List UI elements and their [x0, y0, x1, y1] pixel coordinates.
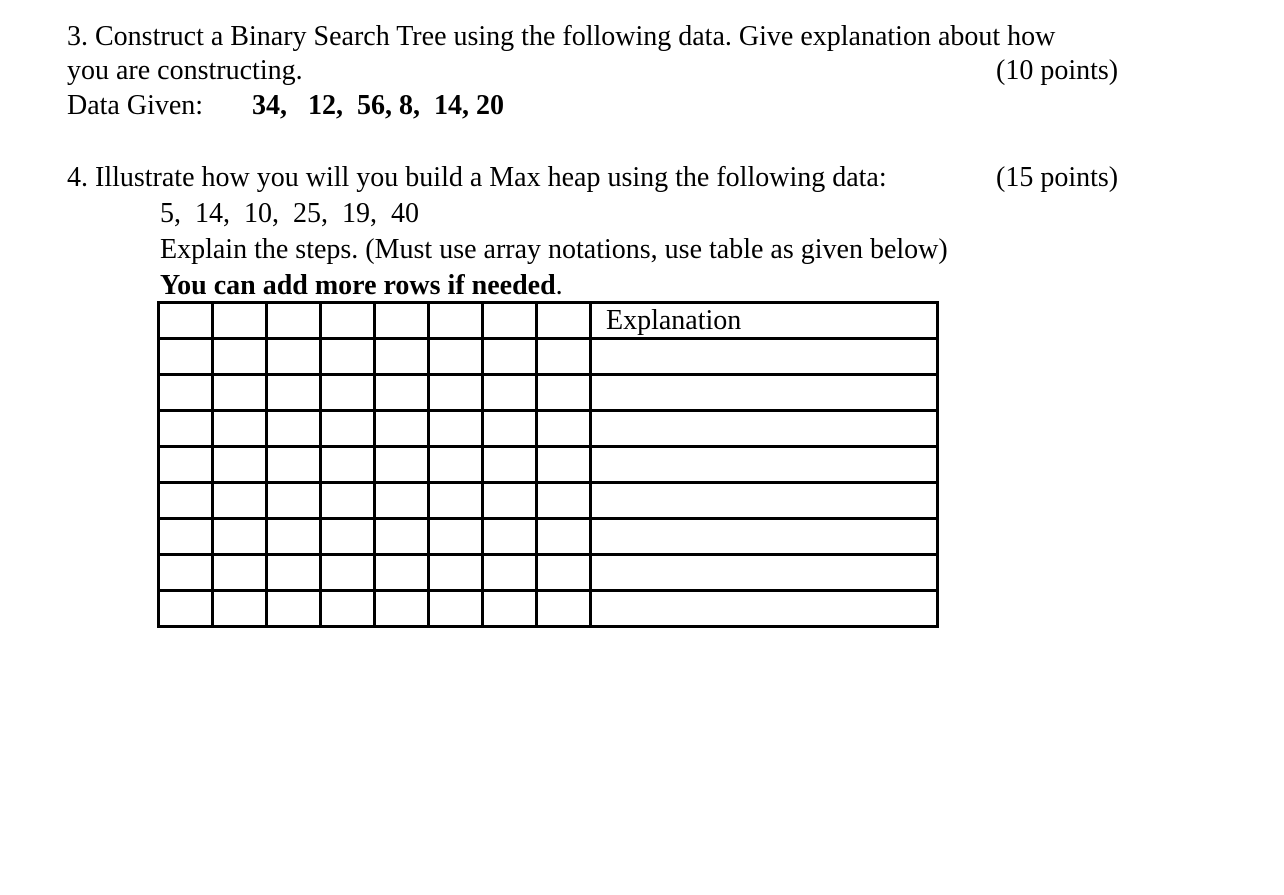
- q4-data-values: 5, 14, 10, 25, 19, 40: [160, 198, 419, 229]
- array-cell[interactable]: [429, 555, 483, 591]
- array-cell[interactable]: [375, 555, 429, 591]
- array-cell[interactable]: [483, 483, 537, 519]
- q3-points: (10 points): [996, 55, 1119, 86]
- q4-points: (15 points): [996, 162, 1119, 193]
- array-cell[interactable]: [267, 555, 321, 591]
- explanation-cell[interactable]: [591, 591, 938, 627]
- array-cell[interactable]: [537, 591, 591, 627]
- table-row: [159, 339, 938, 375]
- array-cell[interactable]: [213, 447, 267, 483]
- array-cell[interactable]: [429, 375, 483, 411]
- array-cell[interactable]: [267, 339, 321, 375]
- explanation-cell[interactable]: [591, 411, 938, 447]
- array-cell[interactable]: [321, 591, 375, 627]
- heap-table-body: [159, 303, 938, 627]
- q3-prompt-line-2: you are constructing.: [67, 55, 303, 86]
- q4-note: [160, 272, 563, 300]
- array-cell[interactable]: [429, 519, 483, 555]
- array-cell[interactable]: [429, 591, 483, 627]
- array-cell[interactable]: [537, 519, 591, 555]
- explanation-header: Explanation: [591, 303, 938, 339]
- array-cell[interactable]: [321, 519, 375, 555]
- array-cell[interactable]: [159, 519, 213, 555]
- array-cell[interactable]: [159, 339, 213, 375]
- explanation-cell[interactable]: [591, 519, 938, 555]
- array-cell[interactable]: [321, 303, 375, 339]
- array-cell[interactable]: [159, 411, 213, 447]
- array-cell[interactable]: [375, 483, 429, 519]
- array-cell[interactable]: [483, 591, 537, 627]
- array-cell[interactable]: [267, 447, 321, 483]
- array-cell[interactable]: [375, 591, 429, 627]
- array-cell[interactable]: [537, 375, 591, 411]
- explanation-cell[interactable]: [591, 339, 938, 375]
- array-cell[interactable]: [267, 483, 321, 519]
- array-cell[interactable]: [267, 375, 321, 411]
- array-cell[interactable]: [267, 591, 321, 627]
- array-cell[interactable]: [213, 591, 267, 627]
- array-cell[interactable]: [375, 339, 429, 375]
- array-cell[interactable]: [213, 339, 267, 375]
- array-cell[interactable]: [159, 447, 213, 483]
- array-cell[interactable]: [267, 411, 321, 447]
- table-row: [159, 411, 938, 447]
- q4-note-tail: .: [555, 270, 563, 301]
- table-row: [159, 591, 938, 627]
- q4-instructions: Explain the steps. (Must use array notations, use table as given below): [160, 234, 948, 265]
- q3-data-values: 34, 12, 56, 8, 14, 20: [252, 90, 504, 121]
- explanation-cell[interactable]: [591, 447, 938, 483]
- array-cell[interactable]: [159, 555, 213, 591]
- array-cell[interactable]: [429, 483, 483, 519]
- array-cell[interactable]: [483, 303, 537, 339]
- array-cell[interactable]: [375, 411, 429, 447]
- array-cell[interactable]: [375, 375, 429, 411]
- array-cell[interactable]: [267, 519, 321, 555]
- array-cell[interactable]: [537, 483, 591, 519]
- array-cell[interactable]: [537, 555, 591, 591]
- array-cell[interactable]: [321, 447, 375, 483]
- array-cell[interactable]: [375, 519, 429, 555]
- array-cell[interactable]: [483, 555, 537, 591]
- array-cell[interactable]: [213, 303, 267, 339]
- array-cell[interactable]: [483, 375, 537, 411]
- heap-array-table: [157, 301, 939, 628]
- array-cell[interactable]: [213, 519, 267, 555]
- table-row: [159, 555, 938, 591]
- array-cell[interactable]: [537, 303, 591, 339]
- array-cell[interactable]: [213, 483, 267, 519]
- array-cell[interactable]: [213, 375, 267, 411]
- explanation-cell[interactable]: [591, 555, 938, 591]
- array-cell[interactable]: [159, 483, 213, 519]
- table-row: [159, 303, 938, 339]
- array-cell[interactable]: [267, 303, 321, 339]
- array-cell[interactable]: [321, 555, 375, 591]
- array-cell[interactable]: [159, 591, 213, 627]
- array-cell[interactable]: [429, 339, 483, 375]
- array-cell[interactable]: [213, 555, 267, 591]
- q3-prompt-line-1: 3. Construct a Binary Search Tree using the following data. Give explanation about how: [67, 21, 1056, 52]
- array-cell[interactable]: [321, 375, 375, 411]
- array-cell[interactable]: [429, 411, 483, 447]
- array-cell[interactable]: [429, 447, 483, 483]
- array-cell[interactable]: [483, 447, 537, 483]
- array-cell[interactable]: [537, 447, 591, 483]
- array-cell[interactable]: [321, 339, 375, 375]
- table-row: [159, 375, 938, 411]
- table-row: [159, 519, 938, 555]
- q3-data-label: Data Given:: [67, 90, 204, 121]
- table-row: [159, 483, 938, 519]
- q4-prompt: 4. Illustrate how you will you build a Max heap using the following data:: [67, 162, 887, 193]
- array-cell[interactable]: [537, 411, 591, 447]
- explanation-cell[interactable]: [591, 375, 938, 411]
- table-row: [159, 447, 938, 483]
- array-cell[interactable]: [483, 519, 537, 555]
- array-cell[interactable]: [483, 411, 537, 447]
- array-cell[interactable]: [429, 303, 483, 339]
- explanation-cell[interactable]: [591, 483, 938, 519]
- array-cell[interactable]: [321, 483, 375, 519]
- array-cell[interactable]: [483, 339, 537, 375]
- array-cell[interactable]: [159, 303, 213, 339]
- array-cell[interactable]: [537, 339, 591, 375]
- q4-note-bold: You can add more rows if needed: [160, 270, 556, 301]
- array-cell[interactable]: [375, 303, 429, 339]
- array-cell[interactable]: [213, 411, 267, 447]
- array-cell[interactable]: [159, 375, 213, 411]
- array-cell[interactable]: [321, 411, 375, 447]
- array-cell[interactable]: [375, 447, 429, 483]
